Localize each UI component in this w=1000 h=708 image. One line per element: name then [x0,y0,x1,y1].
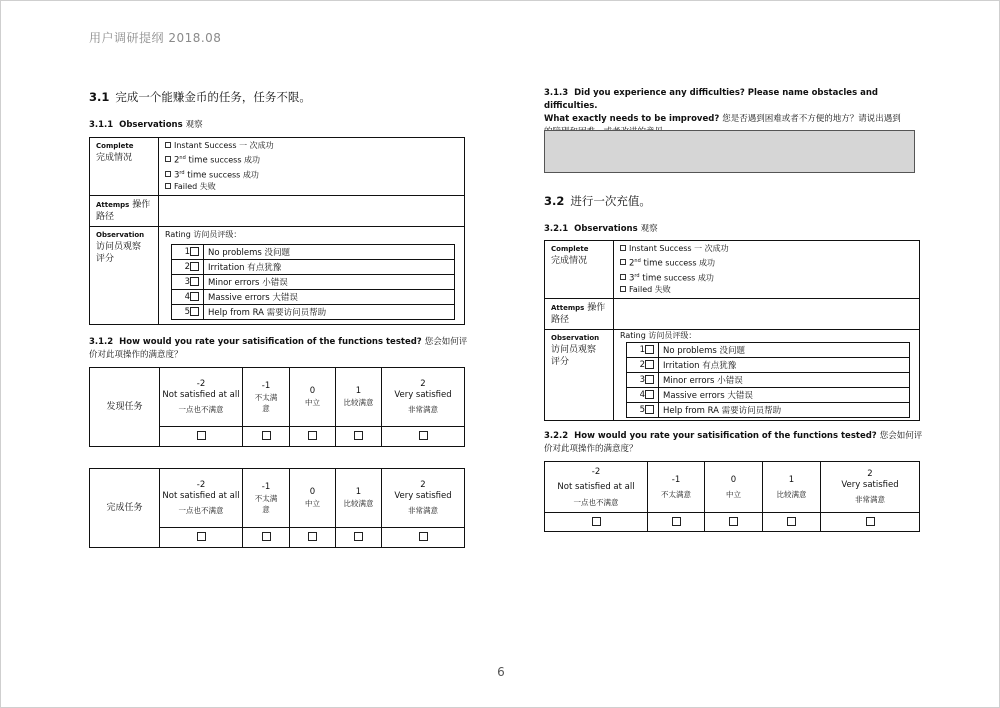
scale-zero [705,462,763,513]
checkbox-cell[interactable] [243,528,290,548]
question-text-cn1: 您是否遇到困难或者不方便的地方？请说出遇到 [722,114,901,124]
attemps-label-cn1: 操作 [587,303,606,314]
checkbox-icon[interactable] [262,532,271,541]
scale-value: -1 [671,474,681,485]
satisfaction-table-recharge [544,461,920,532]
question-3-1-2 [89,336,469,362]
rating-label: Minor errors 小错误 [659,373,910,388]
scale-value: -2 [591,466,601,477]
question-text-en2: What exactly needs to be improved? [544,114,720,124]
section-title-en: Observations [119,120,183,130]
scale-label-cn: 中立 [726,489,741,499]
option-sup: rd [179,169,185,176]
scale-label-cn: 一点也不满意 [178,506,224,515]
checkbox-icon[interactable] [592,517,601,526]
section-3-1-1-heading [89,118,203,130]
checkbox-cell[interactable] [160,427,243,447]
section-title-cn: 观察 [640,224,658,234]
scale-plus-2 [382,469,465,528]
option-second-time[interactable] [165,152,458,167]
observations-table-3-2-1 [544,240,920,421]
task-label: 发现任务 [90,368,160,447]
checkbox-cell[interactable] [382,528,465,548]
checkbox-icon[interactable] [645,360,654,369]
observation-label-en: Observation [551,334,600,343]
task-label: 完成任务 [90,469,160,548]
scale-value: 0 [309,386,316,396]
rating-label: Help from RA 需要访问员帮助 [204,305,455,320]
rating-row[interactable] [172,290,455,305]
checkbox-icon[interactable] [354,532,363,541]
checkbox-cell[interactable] [290,427,336,447]
rating-row[interactable] [172,245,455,260]
section-3-2-1-heading [544,222,658,234]
checkbox-icon[interactable] [190,247,199,256]
scale-value: -1 [261,481,271,492]
option-time: time [640,258,663,269]
question-text-cn2: 价对此项操作的满意度？ [544,444,638,454]
scale-minus-1 [648,462,705,513]
option-failed[interactable] [620,284,913,296]
scale-label-cn: 中立 [305,499,320,508]
checkbox-cell[interactable] [545,513,648,532]
section-number: 3.2 [544,194,565,208]
checkbox-cell[interactable] [763,513,821,532]
scale-plus-1 [763,462,821,513]
scale-value: 1 [355,487,362,497]
checkbox-cell[interactable] [290,528,336,548]
rating-cell [159,227,465,325]
question-text-en: How would you rate your satisification of the functions tested? [574,431,877,441]
section-title: 进行一次充值。 [570,194,651,208]
checkbox-cell[interactable] [336,427,382,447]
rating-label: Irritation 有点犹豫 [204,260,455,275]
rating-number: 2 [639,360,645,371]
option-num: 3 [174,170,180,181]
rating-label: Help from RA 需要访问员帮助 [659,403,910,418]
scale-minus-1 [243,469,290,528]
question-number: 3.2.2 [544,431,569,441]
scale-plus-2 [382,368,465,427]
scale-label-en: Not satisfied at all [557,481,635,492]
scale-value: 2 [420,480,426,490]
scale-label-cn: 比较满意 [343,499,374,508]
rating-table [626,342,910,418]
scale-label-en: Not satisfied at all [162,390,240,400]
section-number: 3.1 [89,90,110,104]
scale-minus-2 [160,469,243,528]
rating-number: 3 [639,375,645,386]
checkbox-cell[interactable] [705,513,763,532]
checkbox-icon [620,259,626,265]
option-label: success 成功 [662,258,716,268]
checkbox-icon[interactable] [308,431,317,440]
checkbox-icon [620,245,626,251]
option-label: Instant Success 一 次成功 [629,244,729,253]
scale-value: 0 [309,487,316,497]
rating-label: Massive errors 大错误 [204,290,455,305]
attemps-label-cell [545,299,614,330]
question-number: 3.1.2 [89,337,114,347]
checkbox-icon[interactable] [729,517,738,526]
option-label: success 成功 [206,170,259,180]
option-third-time[interactable] [165,167,458,182]
scale-plus-2 [821,462,920,513]
attemps-label-cn2: 路径 [551,315,570,326]
rating-title: Rating 访问员评级： [165,230,242,240]
question-text-en: How would you rate your satisification of the functions tested? [119,337,422,347]
checkbox-icon[interactable] [354,431,363,440]
checkbox-icon[interactable] [190,307,199,316]
scale-label-cn: 非常满意 [855,495,885,504]
checkbox-icon[interactable] [672,517,681,526]
complete-label-en: Complete [96,142,134,150]
checkbox-icon[interactable] [787,517,796,526]
checkbox-icon[interactable] [197,532,206,541]
rating-number: 4 [184,292,190,303]
question-3-2-2 [544,430,924,456]
checkbox-icon[interactable] [190,262,199,271]
section-title-cn: 观察 [185,120,203,130]
option-label: Instant Success 一 次成功 [174,141,274,150]
rating-row[interactable] [172,260,455,275]
option-failed[interactable] [165,181,458,193]
complete-options [614,241,920,299]
scale-label-cn: 比较满意 [776,489,807,499]
attemps-label-cn1: 操作 [132,200,151,211]
scale-value: 1 [788,474,795,485]
rating-label: No problems 没问题 [659,343,910,358]
option-sup: nd [179,155,186,161]
scale-minus-2 [545,462,648,513]
scale-minus-2 [160,368,243,427]
observation-label-cn2: 评分 [551,357,570,368]
scale-label-en: Not satisfied at all [162,491,240,501]
section-3-2-heading [544,193,651,209]
checkbox-icon[interactable] [190,292,199,301]
scale-plus-1 [336,469,382,528]
scale-zero [290,368,336,427]
section-number: 3.2.1 [544,224,569,234]
complete-label-cn: 完成情况 [551,256,588,266]
observation-label-en: Observation [96,231,145,240]
scale-value: 0 [730,474,737,485]
rating-number: 2 [184,262,190,273]
rating-row[interactable] [627,343,910,358]
attemps-label-cell [90,196,159,227]
checkbox-icon [165,142,171,148]
checkbox-icon[interactable] [197,431,206,440]
option-time: time [185,155,208,166]
checkbox-cell[interactable] [821,513,920,532]
scale-label-cn: 非常满意 [408,405,438,414]
checkbox-icon [165,183,171,189]
section-title-en: Observations [574,224,638,234]
satisfaction-table-complete-task [89,468,465,548]
observation-label-cn2: 评分 [96,254,115,265]
scale-plus-1 [336,368,382,427]
checkbox-icon[interactable] [190,277,199,286]
option-label: success 成功 [207,155,261,165]
complete-label-en: Complete [551,245,589,253]
option-label: Failed 失败 [174,182,216,192]
rating-row[interactable] [627,358,910,373]
question-text-cn2: 价对此项操作的满意度？ [89,350,183,360]
checkbox-cell[interactable] [336,528,382,548]
rating-number: 1 [184,247,190,258]
scale-label-cn: 比较满意 [343,398,374,407]
option-num: 3 [629,273,635,284]
rating-number: 4 [639,390,645,401]
rating-label: Massive errors 大错误 [659,388,910,403]
checkbox-icon [165,171,171,177]
question-text-cn1: 您会如何评 [879,431,923,441]
observation-label-cell [90,227,159,325]
option-label: Failed 失败 [629,285,671,295]
option-sup: nd [634,258,641,264]
satisfaction-table-find-task [89,367,465,447]
rating-number: 5 [639,405,645,416]
option-sup: rd [634,272,640,279]
rating-number: 5 [184,307,190,318]
scale-value: 2 [867,469,873,479]
scale-label-cn: 中立 [305,398,320,407]
rating-label: No problems 没问题 [204,245,455,260]
checkbox-icon[interactable] [419,431,428,440]
rating-row[interactable] [627,373,910,388]
question-number: 3.1.3 [544,88,569,98]
attemps-input-cell[interactable] [159,196,465,227]
scale-minus-1 [243,368,290,427]
question-text-cn1: 您会如何评 [424,337,468,347]
checkbox-icon[interactable] [645,390,654,399]
rating-title: Rating 访问员评级： [620,331,697,341]
option-instant-success[interactable] [165,140,458,152]
scale-label-en: Very satisfied [394,491,452,501]
checkbox-icon[interactable] [866,517,875,526]
complete-label-cell [545,241,614,299]
scale-value: -2 [196,379,206,389]
attemps-label-en: Attemps [96,201,130,210]
checkbox-icon[interactable] [645,405,654,414]
observation-label-cell [545,330,614,421]
section-number: 3.1.1 [89,120,114,130]
difficulties-answer-box[interactable] [544,130,915,173]
scale-label-cn: 不太满意 [254,493,278,514]
option-time: time [639,273,662,284]
rating-row[interactable] [172,305,455,320]
checkbox-icon[interactable] [645,345,654,354]
complete-label-cn: 完成情况 [96,153,133,163]
rating-row[interactable] [627,403,910,418]
rating-row[interactable] [172,275,455,290]
question-text-en1: Did you experience any difficulties? Please name obstacles and difficulties. [544,88,878,111]
scale-label-cn: 一点也不满意 [573,497,619,507]
checkbox-icon[interactable] [308,532,317,541]
section-3-1-heading [89,89,311,105]
checkbox-icon[interactable] [645,375,654,384]
scale-value: -2 [196,480,206,490]
rating-row[interactable] [627,388,910,403]
option-instant-success[interactable] [620,243,913,255]
scale-label-cn: 一点也不满意 [178,405,224,414]
checkbox-icon[interactable] [262,431,271,440]
option-num: 2 [629,258,635,269]
observations-table-3-1-1 [89,137,465,325]
scale-value: 2 [420,379,426,389]
rating-cell [614,330,920,421]
checkbox-cell[interactable] [243,427,290,447]
attemps-label-cn2: 路径 [96,212,115,223]
rating-number: 1 [639,345,645,356]
page-number: 6 [497,665,505,679]
option-third-time[interactable] [620,270,913,285]
rating-label: Irritation 有点犹豫 [659,358,910,373]
scale-label-cn: 不太满意 [661,489,691,499]
attemps-input-cell[interactable] [614,299,920,330]
option-second-time[interactable] [620,255,913,270]
scale-label-cn: 非常满意 [408,506,438,515]
checkbox-icon [620,286,626,292]
checkbox-icon[interactable] [419,532,428,541]
complete-label-cell [90,138,159,196]
option-time: time [184,170,207,181]
scale-value: 1 [355,386,362,396]
scale-label-en: Very satisfied [841,480,899,490]
section-title: 完成一个能赚金币的任务，任务不限。 [115,90,311,104]
observation-label-cn1: 访问员观察 [551,345,597,356]
attemps-label-en: Attemps [551,304,585,313]
rating-label: Minor errors 小错误 [204,275,455,290]
option-num: 2 [174,155,180,166]
scale-value: -1 [261,380,271,391]
complete-options [159,138,465,196]
scale-zero [290,469,336,528]
checkbox-cell[interactable] [382,427,465,447]
observation-label-cn1: 访问员观察 [96,242,142,253]
option-label: success 成功 [661,273,714,283]
checkbox-icon [165,156,171,162]
rating-table [171,244,455,320]
checkbox-icon [620,274,626,280]
scale-label-en: Very satisfied [394,390,452,400]
document-header: 用户调研提纲 2018.08 [89,31,222,45]
scale-label-cn: 不太满意 [254,392,278,413]
checkbox-cell[interactable] [160,528,243,548]
checkbox-cell[interactable] [648,513,705,532]
rating-number: 3 [184,277,190,288]
